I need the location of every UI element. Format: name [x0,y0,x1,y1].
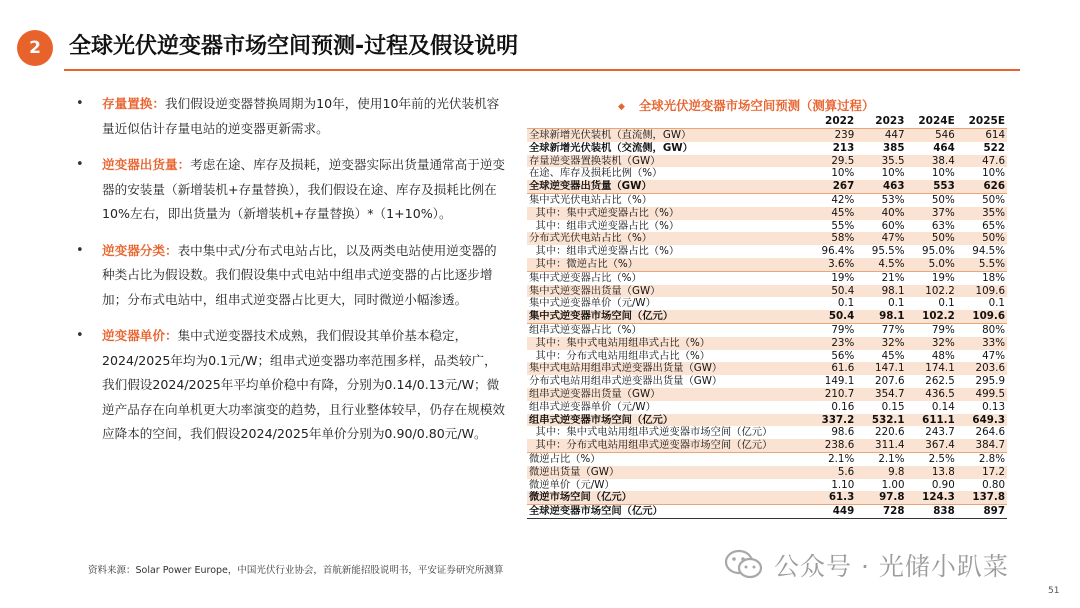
row-value: 0.1 [888,297,905,310]
row-value: 311.4 [856,439,906,452]
row-value: 838 [907,505,957,519]
assumption-text: 考虑在途、库存及损耗，逆变器实际出货量通常高于逆变器的安装量（新增装机+存量替换），我们假设在途、库存及损耗比例在10%左右，即出货量为（新增装机+存量替换）*（1+10%）。 [102,157,505,221]
row-value: 0.16 [831,400,855,413]
row-label: 分布式电站用组串式逆变器出货量（GW） [529,375,723,388]
row-value: 45% [806,207,856,220]
table-row [527,414,1007,427]
row-value: 10% [982,167,1005,180]
row-value: 10% [881,167,905,180]
row-value: 40% [856,207,906,220]
table-row [527,297,1007,310]
table-row [527,129,1007,142]
row-value: 649.3 [957,414,1007,427]
table-row [527,193,1007,206]
row-value: 5.0% [907,258,957,271]
column-header-year: 2023 [856,114,906,129]
table-row [527,426,1007,439]
row-value: 35.5 [856,155,906,168]
row-value: 0.1 [938,297,955,310]
row-value: 238.6 [806,439,856,452]
table-row [527,337,1007,350]
row-value: 29.5 [806,155,856,168]
row-label: 在途、库存及损耗比例（%） [529,167,663,180]
table-row [527,258,1007,271]
table-header-row [527,114,1007,129]
row-value: 98.1 [856,285,906,298]
assumption-keyword: 存量置换： [102,96,165,111]
page-number: 51 [1048,586,1060,596]
row-value: 2.1% [806,452,856,465]
row-value: 436.5 [907,388,957,401]
row-value: 149.1 [824,375,855,388]
row-value: 553 [907,180,957,193]
row-value: 53% [856,193,906,206]
row-value: 79% [806,323,856,336]
row-value: 94.5% [972,245,1005,258]
row-label: 微逆出货量（GW） [527,466,806,479]
table-title [618,96,874,114]
row-value: 0.90 [931,478,955,491]
row-label: 全球逆变器出货量（GW） [527,180,806,193]
row-value: 262.5 [925,375,955,388]
table-row [527,466,1007,479]
row-value: 207.6 [875,375,905,388]
assumption-text: 表中集中式/分布式电站占比，以及两类电站使用逆变器的种类占比为假设数。我们假设集中式电站中组串式逆变器的占比逐步增加；分布式电站中，组串式逆变器占比更大，同时微逆小幅渗透。 [102,242,497,307]
row-value: 61.3 [806,491,856,504]
row-value: 98.6 [831,426,855,439]
row-label: 微逆占比（%） [527,452,806,465]
row-value: 65% [982,219,1005,232]
assumption-item [75,324,507,447]
row-value: 61.6 [806,362,856,375]
row-label: 分布式光伏电站占比（%） [527,232,806,245]
row-value: 124.3 [907,491,957,504]
row-value: 32% [856,337,906,350]
row-value: 23% [806,337,856,350]
row-value: 47.6 [957,155,1007,168]
row-value: 38.4 [907,155,957,168]
row-value: 77% [856,323,906,336]
table-row [527,479,1007,492]
row-value: 2.5% [907,452,957,465]
row-value: 2.8% [957,452,1007,465]
row-label: 组串式逆变器单价（元/W） [529,400,656,413]
assumption-keyword: 逆变器分类： [102,242,178,258]
row-value: 1.10 [831,478,855,491]
row-value: 5.5% [957,258,1007,271]
row-value: 21% [856,271,906,284]
table-row [527,388,1007,401]
table-title-text: 全球光伏逆变器市场空间预测（测算过程） [638,98,875,113]
diamond-icon: ◆ [618,102,625,112]
row-label: 组串式逆变器占比（%） [527,323,806,336]
row-label: 其中：微逆占比（%） [527,258,806,271]
row-value: 337.2 [806,414,856,427]
column-header-year: 2025E [957,114,1007,129]
row-value: 611.1 [907,414,957,427]
table-row [527,491,1007,504]
row-value: 33% [957,337,1007,350]
row-value: 3.6% [806,258,856,271]
table-row [527,350,1007,363]
row-label: 微逆单价（元/W） [529,478,615,491]
title-divider [64,69,1020,71]
row-label: 其中：集中式电站用组串式占比（%） [527,337,806,350]
row-value: 95.0% [922,245,955,258]
row-value: 50.4 [806,285,856,298]
source-note: 资料来源：Solar Power Europe，中国光伏行业协会，首航新能招股说明书，平安证券研究所测算 [88,565,504,576]
row-value: 80% [957,323,1007,336]
page-title: 全球光伏逆变器市场空间预测-过程及假设说明 [69,34,519,59]
table-row [527,452,1007,465]
row-value: 19% [907,271,957,284]
row-value: 295.9 [975,375,1005,388]
row-value: 60% [881,219,905,232]
row-label: 全球新增光伏装机（交流侧，GW） [529,141,693,154]
row-value: 9.8 [856,466,906,479]
row-value: 626 [957,180,1007,193]
row-value: 220.6 [875,426,905,439]
row-value: 137.8 [957,491,1007,504]
row-value: 17.2 [957,466,1007,479]
row-value: 98.1 [856,310,906,323]
row-value: 463 [856,180,906,193]
row-value: 48% [931,349,955,362]
table-row [527,401,1007,414]
row-value: 239 [806,129,856,142]
row-label: 其中：集中式逆变器占比（%） [527,207,806,220]
row-value: 42% [806,193,856,206]
row-value: 243.7 [925,426,955,439]
assumption-keyword: 逆变器出货量： [102,157,191,172]
row-value: 464 [933,141,955,154]
row-value: 213 [832,141,855,154]
row-value: 147.1 [856,362,906,375]
assumption-item [75,239,507,313]
table-row [527,323,1007,336]
row-value: 32% [907,337,957,350]
row-value: 10% [831,167,855,180]
row-value: 19% [806,271,856,284]
row-value: 18% [957,271,1007,284]
row-value: 1.00 [881,478,905,491]
row-value: 0.13 [982,400,1005,413]
table-row [527,362,1007,375]
table-row [527,167,1007,180]
row-value: 109.6 [957,310,1007,323]
table-row [527,180,1007,193]
row-label: 集中式光伏电站占比（%） [527,193,806,206]
assumption-keyword: 逆变器单价： [102,328,178,343]
row-value: 385 [883,141,905,154]
row-value: 56% [831,349,855,362]
row-value: 50.4 [806,310,856,323]
row-value: 63% [931,219,955,232]
row-label: 全球逆变器市场空间（亿元） [527,505,806,519]
row-value: 13.8 [907,466,957,479]
row-label: 其中：分布式电站用组串式占比（%） [529,349,711,362]
row-value: 79% [907,323,957,336]
row-label: 组串式逆变器市场空间（亿元） [527,414,806,427]
row-value: 354.7 [856,388,906,401]
row-label: 微逆市场空间（亿元） [527,491,806,504]
assumption-item [75,153,507,227]
table-row [527,375,1007,388]
table-row [527,207,1007,220]
table-row [527,439,1007,452]
row-value: 897 [957,505,1007,519]
assumption-text: 集中式逆变器技术成熟，我们假设其单价基本稳定，2024/2025年均为0.1元/W；组串式逆变器功率范围多样，品类较广，我们假设2024/2025年平均单价稳中有降，分别为0.14/0.13元/W；微逆产品存在向单机更大功率演变的趋势，且行业整体较早，仍存在规模效应降本的空间，我们假设2024/2025年单价分别为0.90/0.80元/W。 [102,328,505,441]
table-row [527,271,1007,284]
row-value: 267 [806,180,856,193]
row-value: 102.2 [907,285,957,298]
table-row [527,232,1007,245]
row-label: 集中式逆变器占比（%） [527,271,806,284]
row-value: 58% [806,232,856,245]
table-row [527,245,1007,258]
row-value: 50% [957,232,1007,245]
row-value: 96.4% [821,245,855,258]
row-value: 35% [957,207,1007,220]
row-value: 522 [983,141,1005,154]
row-label: 存量逆变器置换装机（GW） [527,155,806,168]
row-label: 集中式电站用组串式逆变器出货量（GW） [527,362,806,375]
section-number-badge: 2 [17,30,53,66]
forecast-table [527,114,1007,519]
row-value: 47% [856,232,906,245]
assumption-item [75,92,507,141]
row-value: 97.8 [856,491,906,504]
table-row [527,285,1007,298]
table-row [527,505,1007,519]
row-value: 499.5 [957,388,1007,401]
row-value: 55% [831,219,855,232]
row-value: 546 [907,129,957,142]
row-value: 384.7 [957,439,1007,452]
row-value: 37% [907,207,957,220]
table-body [527,129,1007,519]
row-value: 0.1 [837,297,855,310]
row-value: 109.6 [957,285,1007,298]
row-label: 集中式逆变器市场空间（亿元） [527,310,806,323]
row-label: 全球新增光伏装机（直流侧，GW） [527,129,806,142]
row-value: 50% [907,193,957,206]
row-value: 50% [957,193,1007,206]
row-value: 449 [806,505,856,519]
row-value: 0.80 [982,478,1005,491]
row-value: 2.1% [856,452,906,465]
row-label: 其中：集中式电站用组串式逆变器市场空间（亿元） [529,426,773,439]
assumption-text: 我们假设逆变器替换周期为10年，使用10年前的光伏装机容量近似估计存量电站的逆变器更新需求。 [102,96,500,136]
row-value: 174.1 [907,362,957,375]
table-row [527,310,1007,323]
table-row [527,220,1007,233]
row-label: 其中：组串式逆变器占比（%） [529,219,680,232]
row-value: 50% [907,232,957,245]
row-value: 367.4 [907,439,957,452]
row-value: 47% [982,349,1005,362]
row-value: 5.6 [806,466,856,479]
row-value: 10% [931,167,955,180]
row-label: 集中式逆变器出货量（GW） [527,285,806,298]
row-value: 4.5% [856,258,906,271]
row-label: 组串式逆变器出货量（GW） [527,388,806,401]
row-value: 447 [856,129,906,142]
column-header-year: 2024E [907,114,957,129]
wechat-icon [724,548,764,582]
row-value: 102.2 [907,310,957,323]
row-value: 0.14 [931,400,955,413]
column-header-year: 2022 [806,114,856,129]
table-row [527,155,1007,168]
row-value: 95.5% [871,245,905,258]
row-label: 集中式逆变器单价（元/W） [529,297,656,310]
assumption-list [75,92,507,459]
row-value: 264.6 [975,426,1005,439]
table-row [527,142,1007,155]
row-value: 728 [856,505,906,519]
row-value: 614 [957,129,1007,142]
row-value: 45% [881,349,905,362]
row-label: 其中：分布式电站用组串式逆变器市场空间（亿元） [527,439,806,452]
wechat-watermark [724,544,1009,586]
row-value: 210.7 [806,388,856,401]
watermark-text: 公众号 · 光储小趴菜 [774,552,1009,581]
row-value: 0.1 [988,297,1005,310]
row-value: 203.6 [957,362,1007,375]
row-label: 其中：组串式逆变器占比（%） [529,245,680,258]
row-value: 0.15 [881,400,905,413]
row-value: 532.1 [856,414,906,427]
column-header-label [527,114,806,129]
